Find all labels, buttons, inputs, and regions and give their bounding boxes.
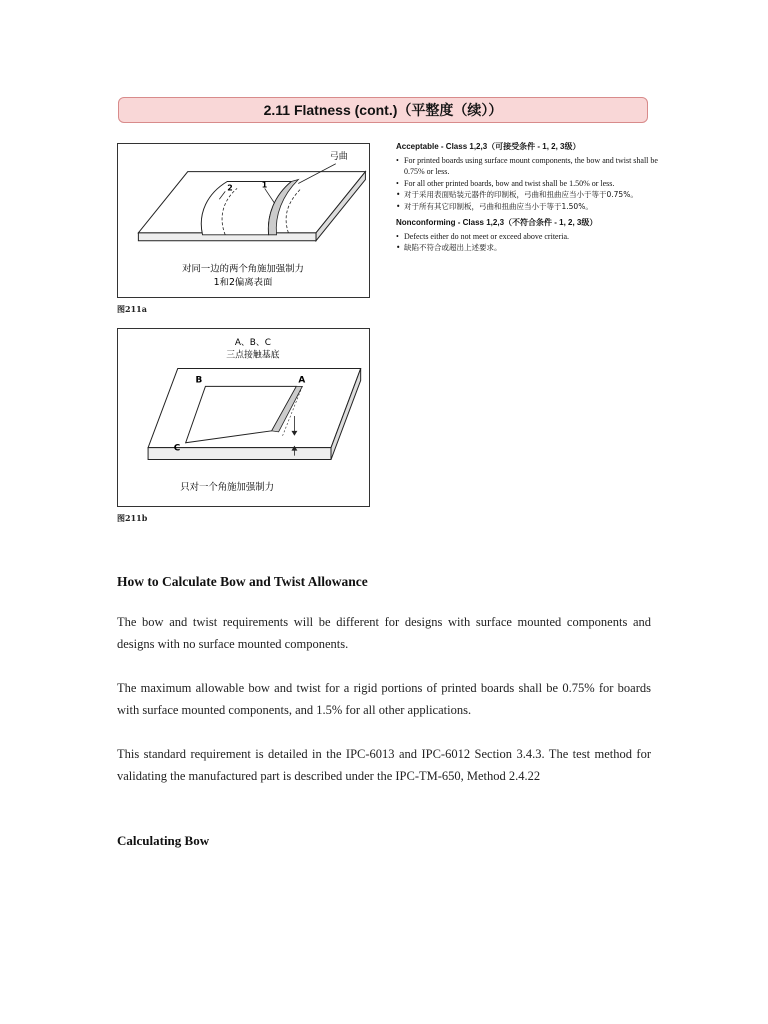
acceptable-item: • 对于采用表面贴装元器件的印制板，弓曲和扭曲应当小于等于0.75%。 — [396, 189, 658, 201]
nonconforming-item: • 缺陷不符合或超出上述要求。 — [396, 242, 658, 254]
acceptable-item: • For all other printed boards, bow and twist shall be 1.50% or less. — [396, 178, 658, 190]
article-paragraph-1: The bow and twist requirements will be different for designs with surface mounted components and designs with no surface mounted components. — [117, 615, 651, 651]
figure-211a — [117, 143, 370, 298]
acceptable-item: • For printed boards using surface mount components, the bow and twist shall be 0.75% or less. — [396, 155, 658, 178]
acceptable-item: • 对于所有其它印制板，弓曲和扭曲应当小于等于1.50%。 — [396, 201, 658, 213]
nonconforming-list — [396, 231, 658, 254]
section-title-banner — [118, 97, 648, 123]
article-paragraph-2: The maximum allowable bow and twist for a rigid portions of printed boards shall be 0.75% for boards with surface mounted components, and 1.5% for all other applications. — [117, 681, 651, 717]
figure-211a-caption-line1: 对同一边的两个角施加强制力 — [182, 263, 304, 275]
acceptable-list — [396, 155, 658, 213]
section-title: 2.11 Flatness (cont.)（平整度（续）） — [263, 102, 503, 118]
figure-211b-top-line2: 三点接触基底 — [226, 350, 280, 361]
figure-211a-point-2: 2 — [227, 183, 233, 193]
calculating-bow-heading: Calculating Bow — [117, 833, 210, 848]
figure-211b-drawing — [118, 329, 369, 506]
figure-211a-point-1: 1 — [261, 180, 268, 190]
figure-211b-bottom-caption: 只对一个角施加强制力 — [180, 482, 275, 494]
figure-211b — [117, 328, 370, 507]
figure-211b-id: 图211b — [117, 513, 148, 523]
figure-211a-caption-line2: 1和2偏离表面 — [213, 277, 273, 289]
figure-211a-drawing — [118, 144, 369, 297]
figure-211b-corner-c: C — [173, 443, 181, 454]
figure-211b-corner-b: B — [195, 375, 203, 386]
article-heading: How to Calculate Bow and Twist Allowance — [117, 574, 368, 589]
figure-211b-top-line1: A、B、C — [234, 337, 271, 348]
article-paragraph-3: This standard requirement is detailed in the IPC-6013 and IPC-6012 Section 3.4.3. The test method for validating the manufactured part is described under the IPC-TM-650, Method 2.4.22 — [117, 747, 651, 783]
nonconforming-item: • Defects either do not meet or exceed above criteria. — [396, 231, 658, 243]
figure-211a-id: 图211a — [117, 304, 147, 314]
figure-211a-bow-label: 弓曲 — [329, 151, 348, 162]
criteria-panel — [396, 141, 658, 259]
figure-211b-corner-a: A — [298, 375, 306, 386]
nonconforming-heading: Nonconforming - Class 1,2,3（不符合条件 - 1, 2, 3级） — [396, 218, 598, 227]
acceptable-heading: Acceptable - Class 1,2,3（可接受条件 - 1, 2, 3级） — [396, 142, 581, 151]
